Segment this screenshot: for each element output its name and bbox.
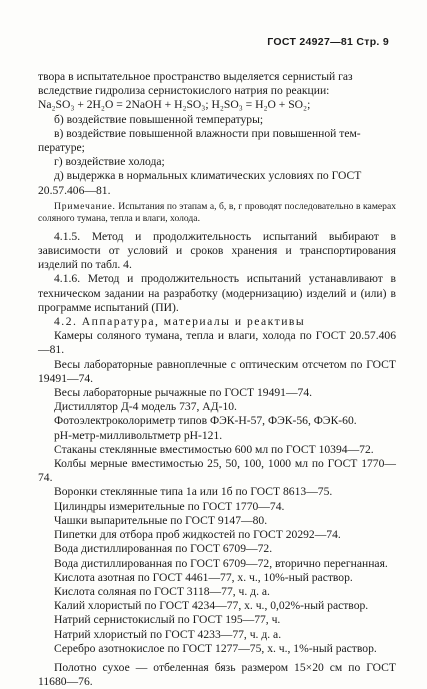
equipment-item: Камеры соляного тумана, тепла и влаги, холода по ГОСТ 20.57.406—81. bbox=[38, 329, 396, 357]
page-body bbox=[38, 70, 396, 689]
reagent-item: Вода дистиллированная по ГОСТ 6709—72. bbox=[54, 542, 273, 556]
reagent-item: Вода дистиллированная по ГОСТ 6709—72, вторично перегнанная. bbox=[54, 556, 388, 570]
section-4-1-6: 4.1.6. Метод и продолжительность испытаний устанавливают в техническом задании на разработку (модернизацию) изделий и (или) в программе испытаний (ПИ). bbox=[38, 272, 396, 314]
paragraph-line: твора в испытательное пространство выделяется сернистый газ bbox=[38, 70, 353, 83]
section-4-1-5: 4.1.5. Метод и продолжительность испытаний выбирают в зависимости от условий и сроков хранения и транспортирования изделий по табл. 4. bbox=[38, 229, 396, 272]
reagent-item: Калий хлористый по ГОСТ 4234—77, х. ч., 0,02%-ный раствор. bbox=[54, 599, 369, 613]
material-item: Полотно сухое — отбеленная бязь размером 15×20 см по ГОСТ 11680—76. bbox=[38, 660, 396, 689]
note-text: Испытания по этапам а, б, в, г проводят последовательно в камерах соляного тумана, тепла и влаги, холода. bbox=[38, 200, 396, 224]
equipment-item: Весы лабораторные равноплечные с оптическим отсчетом по ГОСТ 19491—74. bbox=[38, 357, 396, 385]
equipment-item: Дистиллятор Д-4 модель 737, АД-10. bbox=[54, 400, 237, 414]
reagent-item: Серебро азотнокислое по ГОСТ 1277—75, х. ч., 1%-ный раствор. bbox=[54, 641, 377, 655]
equipment-item: Воронки стеклянные типа 1а или 1б по ГОСТ 8613—75. bbox=[54, 485, 333, 499]
reagent-item: Кислота азотная по ГОСТ 4461—77, х. ч., 10%-ный раствор. bbox=[54, 570, 353, 584]
equipment-item: Фотоэлектроколориметр типов ФЭК-Н-57, ФЭК-56, ФЭК-60. bbox=[54, 414, 357, 428]
equipment-item: Колбы мерные вместимостью 25, 50, 100, 1000 мл по ГОСТ 1770—74. bbox=[38, 457, 396, 485]
reagent-item: Кислота соляная по ГОСТ 3118—77, ч. д. а. bbox=[54, 584, 270, 598]
page-header: ГОСТ 24927—81 Стр. 9 bbox=[267, 36, 389, 48]
section-4-2-heading: 4.2. Аппаратура, материалы и реактивы bbox=[54, 315, 306, 329]
equipment-item: Стаканы стеклянные вместимостью 600 мл по ГОСТ 10394—72. bbox=[54, 442, 374, 456]
equipment-item: Пипетки для отбора проб жидкостей по ГОСТ 20292—74. bbox=[54, 528, 341, 542]
note-label: Примечание. bbox=[54, 200, 116, 212]
equipment-item: Чашки выпарительные по ГОСТ 9147—80. bbox=[54, 513, 268, 527]
reagent-item: Натрий хлористый по ГОСТ 4233—77, ч. д. а. bbox=[54, 627, 282, 641]
list-item-b: б) воздействие повышенной температуры; bbox=[54, 112, 264, 126]
list-item-d: д) выдержка в нормальных климатических условиях по ГОСТ bbox=[54, 169, 362, 183]
list-item-v-cont: пературе; bbox=[38, 141, 85, 155]
equipment-item: рН-метр-милливольтметр рН-121. bbox=[54, 428, 223, 442]
list-item-v: в) воздействие повышенной влажности при повышенной тем- bbox=[54, 126, 361, 140]
list-item-g: г) воздействие холода; bbox=[54, 155, 165, 169]
paragraph-line: вследствие гидролиза сернистокислого натрия по реакции: bbox=[38, 84, 330, 98]
equipment-item: Весы лабораторные рычажные по ГОСТ 19491—74. bbox=[54, 386, 313, 400]
chemical-equation: Na₂SO₃ + 2H₂O = 2NaOH + H₂SO₃; H₂SO₃ = H₂O + SO₂; bbox=[38, 98, 311, 112]
note bbox=[38, 201, 396, 225]
list-item-d-cont: 20.57.406—81. bbox=[38, 183, 111, 197]
reagent-item: Натрий сернистокислый по ГОСТ 195—77, ч. bbox=[54, 613, 281, 627]
equipment-item: Цилиндры измерительные по ГОСТ 1770—74. bbox=[54, 499, 285, 513]
